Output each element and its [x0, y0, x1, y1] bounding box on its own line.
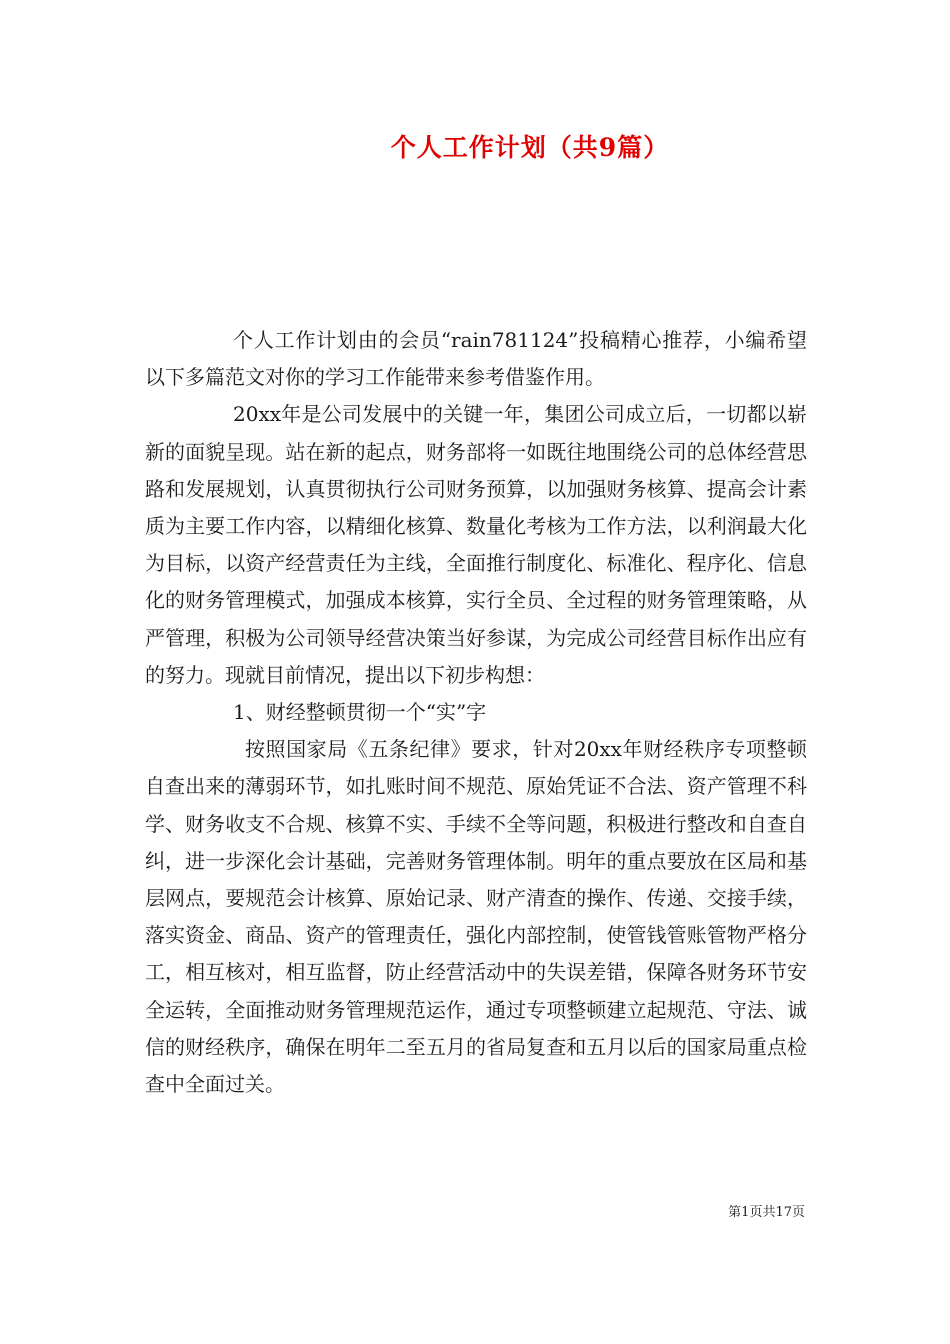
document-body	[145, 322, 807, 1103]
paragraph-intro: 个人工作计划由的会员“rain781124”投稿精心推荐，小编希望以下多篇范文对你的学习工作能带来参考借鉴作用。	[145, 328, 807, 390]
document-title: 个人工作计划（共9篇）	[390, 133, 670, 162]
paragraph-section-1: 按照国家局《五条纪律》要求，针对20xx年财经秩序专项整顿自查出来的薄弱环节，如扎账时间不规范、原始凭证不合法、资产管理不科学、财务收支不合规、核算不实、手续不全等问题，积极进行整改和自查自纠，进一步深化会计基础，完善财务管理体制。明年的重点要放在区局和基层网点，要规范会计核算、原始记录、财产清查的操作、传递、交接手续，落实资金、商品、资产的管理责任，强化内部控制，使管钱管账管物严格分工，相互核对，相互监督，防止经营活动中的失误差错，保障各财务环节安全运转，全面推动财务管理规范运作，通过专项整顿建立起规范、守法、诚信的财经秩序，确保在明年二至五月的省局复查和五月以后的国家局重点检查中全面过关。	[145, 737, 807, 1097]
paragraph-overview: 20xx年是公司发展中的关键一年，集团公司成立后，一切都以崭新的面貌呈现。站在新的起点，财务部将一如既往地围绕公司的总体经营思路和发展规划，认真贯彻执行公司财务预算，以加强财务核算、提高会计素质为主要工作内容，以精细化核算、数量化考核为工作方法，以利润最大化为目标，以资产经营责任为主线，全面推行制度化、标准化、程序化、信息化的财务管理模式，加强成本核算，实行全员、全过程的财务管理策略，从严管理，积极为公司领导经营决策当好参谋，为完成公司经营目标作出应有的努力。现就目前情况，提出以下初步构想：	[145, 402, 807, 687]
section-heading: 1、财经整顿贯彻一个“实”字	[233, 700, 487, 725]
page-number: 第1页共17页	[728, 1205, 805, 1220]
